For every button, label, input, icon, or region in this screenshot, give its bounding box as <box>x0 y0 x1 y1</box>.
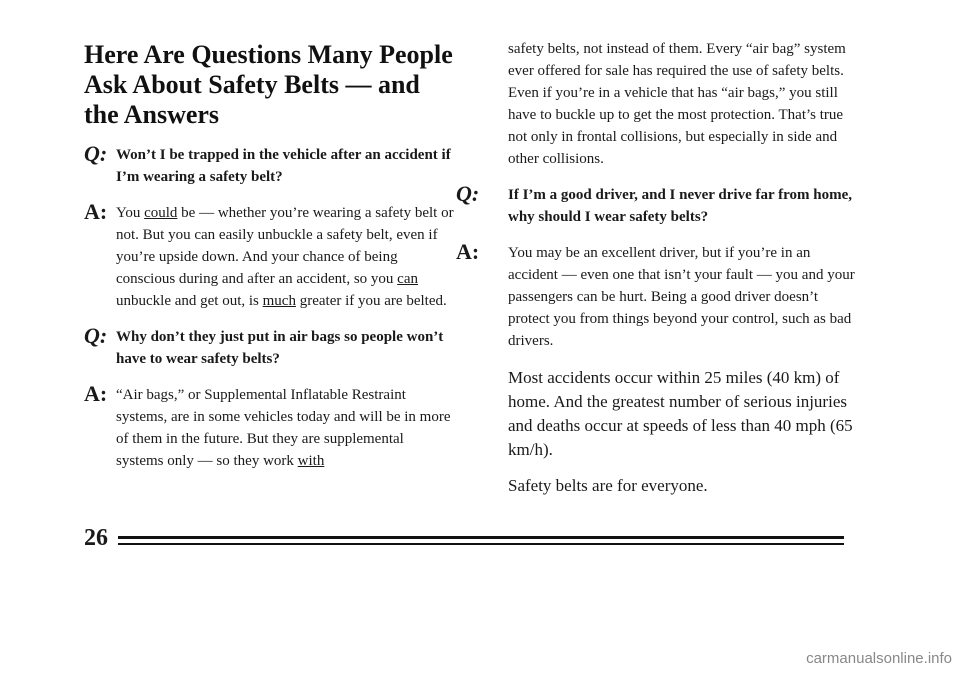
question-2 <box>84 323 454 370</box>
answer-1-emphasis-much: much <box>262 293 296 309</box>
footer-rule-thick <box>118 536 844 539</box>
answer-1-emphasis-could: could <box>144 205 178 221</box>
page-title: Here Are Questions Many People Ask About Safety Belts — and the Answers <box>84 40 453 129</box>
site-watermark: carmanualsonline.info <box>806 650 952 667</box>
answer-2-emphasis-with: with <box>297 453 325 469</box>
answer-1-part-4: greater if you are belted. <box>295 293 447 309</box>
answer-2-continuation: safety belts, not instead of them. Every “air bag” system ever offered for sale has required the use of safety belts. Even if you’re in a vehicle that has “air bags,” you still have to buckle up to get the most protection. That’s true not only in frontal collisions, but especially in side and other collisions. <box>508 41 846 167</box>
answer-1-part-1: You <box>116 205 145 221</box>
answer-2-part-1: “Air bags,” or Supplemental Inflatable Restraint systems, are in some vehicles today and will be in more of them in the future. But they are supplemental systems only — so they work <box>116 387 451 469</box>
answer-2 <box>84 381 454 472</box>
answer-marker: A: <box>84 199 108 224</box>
answer-1-part-2: be — whether you’re wearing a safety belt or not. But you can easily unbuckle a safety belt, even if you’re upside down. And your chance of being conscious during and after an accident, so you <box>116 205 454 287</box>
question-marker: Q: <box>84 323 108 348</box>
left-column <box>84 40 454 486</box>
question-3-text: If I’m a good driver, and I never drive far from home, why should I wear safety belts? <box>508 187 853 225</box>
answer-1 <box>84 199 454 312</box>
answer-1-part-3: unbuckle and get out, is <box>116 293 263 309</box>
closing-paragraph-1: Most accidents occur within 25 miles (40 km) of home. And the greatest number of serious injuries and deaths occur at speeds of less than 40 mph (65 km/h). <box>508 368 853 459</box>
answer-3 <box>456 239 856 352</box>
closing-paragraph-2: Safety belts are for everyone. <box>508 476 708 495</box>
question-marker: Q: <box>456 181 480 206</box>
question-2-text: Why don’t they just put in air bags so people won’t have to wear safety belts? <box>116 329 444 367</box>
page-footer <box>84 524 844 554</box>
answer-1-text <box>116 202 454 312</box>
answer-marker: A: <box>456 239 480 264</box>
question-1-text: Won’t I be trapped in the vehicle after an accident if I’m wearing a safety belt? <box>116 147 451 185</box>
answer-marker: A: <box>84 381 108 406</box>
page-number: 26 <box>84 525 108 551</box>
footer-rule-thin <box>118 543 844 545</box>
right-column <box>456 38 856 510</box>
answer-2-text <box>116 384 454 472</box>
answer-3-text: You may be an excellent driver, but if you’re in an accident — even one that isn’t your fault — you and your passengers can be hurt. Being a good driver doesn’t protect you from things beyond your control, such as bad drivers. <box>508 245 855 349</box>
answer-1-emphasis-can: can <box>397 271 418 287</box>
question-1 <box>84 141 454 188</box>
question-marker: Q: <box>84 141 108 166</box>
question-3 <box>456 181 856 228</box>
